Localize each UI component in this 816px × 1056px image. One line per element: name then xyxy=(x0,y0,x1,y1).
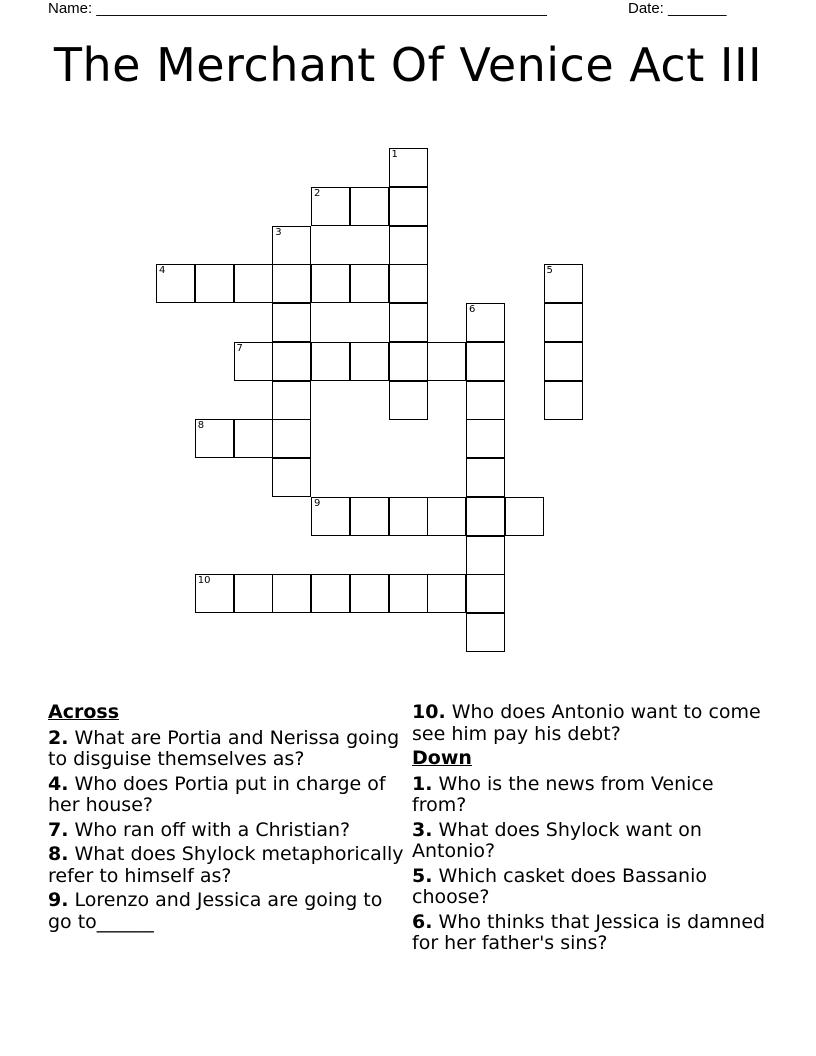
cell-number: 6 xyxy=(469,304,476,315)
puzzle-title: The Merchant Of Venice Act III xyxy=(53,38,763,92)
cell-number: 10 xyxy=(197,575,211,587)
grid-cell[interactable] xyxy=(311,574,350,613)
cell-number: 7 xyxy=(236,342,243,354)
cell-number: 5 xyxy=(546,265,553,277)
grid-cell[interactable] xyxy=(350,342,389,381)
grid-cell[interactable] xyxy=(272,458,311,497)
clue-text: What are Portia and Nerissa going to disguise themselves as? xyxy=(48,726,400,770)
clue-text: Who ran off with a Christian? xyxy=(74,818,351,841)
grid-cell[interactable] xyxy=(427,497,466,536)
cell-number: 2 xyxy=(314,187,321,199)
grid-cell[interactable] xyxy=(389,148,428,187)
grid-cell[interactable] xyxy=(389,264,428,303)
grid-cell[interactable] xyxy=(466,381,505,420)
across-clue-4 xyxy=(48,774,408,817)
cell-number: 4 xyxy=(159,265,166,277)
across-clue-10 xyxy=(412,702,772,745)
across-heading: Across xyxy=(48,701,120,723)
grid-cell[interactable] xyxy=(544,303,583,342)
down-clue-5 xyxy=(412,866,772,909)
clue-number: 10. xyxy=(412,701,446,723)
grid-cell[interactable] xyxy=(466,613,505,652)
grid-cell[interactable] xyxy=(389,303,428,342)
clue-text: Which casket does Bassanio choose? xyxy=(412,864,708,908)
grid-cell[interactable] xyxy=(427,574,466,613)
cell-number: 8 xyxy=(197,420,205,432)
name-field-label: Name: ______________________________________________________ xyxy=(48,0,547,17)
across-clue-7 xyxy=(48,820,408,842)
grid-cell[interactable] xyxy=(544,342,583,381)
grid-cell[interactable] xyxy=(272,381,311,420)
clue-text: Lorenzo and Jessica are going to go to______ xyxy=(48,889,383,933)
grid-cell[interactable] xyxy=(195,264,234,303)
grid-cell[interactable] xyxy=(195,574,234,613)
clue-number: 2. xyxy=(48,726,69,749)
clue-number: 4. xyxy=(48,772,69,795)
clue-text: What does Shylock want on Antonio? xyxy=(412,818,702,862)
grid-cell[interactable] xyxy=(544,264,583,303)
clue-number: 3. xyxy=(412,818,433,841)
grid-cell[interactable] xyxy=(466,497,505,536)
clue-number: 9. xyxy=(48,889,69,911)
down-clue-3 xyxy=(412,820,772,863)
clue-text: Who thinks that Jessica is damned for her father's sins? xyxy=(412,910,766,954)
grid-cell[interactable] xyxy=(466,342,505,381)
across-clue-2 xyxy=(48,728,408,771)
clues-column-right xyxy=(412,702,772,958)
down-clue-1 xyxy=(412,774,772,817)
grid-cell[interactable] xyxy=(272,342,311,381)
grid-cell[interactable] xyxy=(389,187,428,226)
grid-cell[interactable] xyxy=(350,574,389,613)
across-clue-8 xyxy=(48,844,408,887)
down-clue-6 xyxy=(412,912,772,955)
clue-text: Who is the news from Venice from? xyxy=(412,772,714,816)
grid-cell[interactable] xyxy=(272,303,311,342)
clue-text: Who does Antonio want to come see him pay his debt? xyxy=(412,701,761,745)
grid-cell[interactable] xyxy=(311,497,350,536)
clue-number: 7. xyxy=(48,818,69,841)
grid-cell[interactable] xyxy=(234,264,273,303)
grid-cell[interactable] xyxy=(389,342,428,381)
grid-cell[interactable] xyxy=(234,342,273,381)
grid-cell[interactable] xyxy=(311,264,350,303)
grid-cell[interactable] xyxy=(272,226,311,265)
grid-cell[interactable] xyxy=(544,381,583,420)
grid-cell[interactable] xyxy=(466,536,505,575)
clue-text: What does Shylock metaphorically refer to himself as? xyxy=(48,843,404,887)
clue-text: Who does Portia put in charge of her house? xyxy=(48,772,386,816)
grid-cell[interactable] xyxy=(350,497,389,536)
grid-cell[interactable] xyxy=(466,419,505,458)
cell-number: 1 xyxy=(391,149,398,160)
grid-cell[interactable] xyxy=(234,574,273,613)
grid-cell[interactable] xyxy=(311,342,350,381)
grid-cell[interactable] xyxy=(389,497,428,536)
clues-column-left xyxy=(48,702,408,936)
grid-cell[interactable] xyxy=(505,497,544,536)
grid-cell[interactable] xyxy=(156,264,195,303)
clue-number: 5. xyxy=(412,864,433,887)
grid-cell[interactable] xyxy=(350,187,389,226)
grid-cell[interactable] xyxy=(466,303,505,342)
date-field-label: Date: _______ xyxy=(628,0,727,17)
clue-number: 8. xyxy=(48,843,69,865)
grid-cell[interactable] xyxy=(234,419,273,458)
grid-cell[interactable] xyxy=(466,574,505,613)
clue-number: 6. xyxy=(412,910,433,933)
grid-cell[interactable] xyxy=(272,419,311,458)
across-clue-9 xyxy=(48,890,408,933)
cell-number: 9 xyxy=(314,497,321,509)
grid-cell[interactable] xyxy=(389,226,428,265)
grid-cell[interactable] xyxy=(389,381,428,420)
grid-cell[interactable] xyxy=(389,574,428,613)
grid-cell[interactable] xyxy=(350,264,389,303)
grid-cell[interactable] xyxy=(272,574,311,613)
grid-cell[interactable] xyxy=(427,342,466,381)
clue-number: 1. xyxy=(412,772,433,795)
grid-cell[interactable] xyxy=(311,187,350,226)
grid-cell[interactable] xyxy=(466,458,505,497)
down-heading: Down xyxy=(412,747,472,769)
cell-number: 3 xyxy=(275,226,282,238)
grid-cell[interactable] xyxy=(195,419,234,458)
grid-cell[interactable] xyxy=(272,264,311,303)
